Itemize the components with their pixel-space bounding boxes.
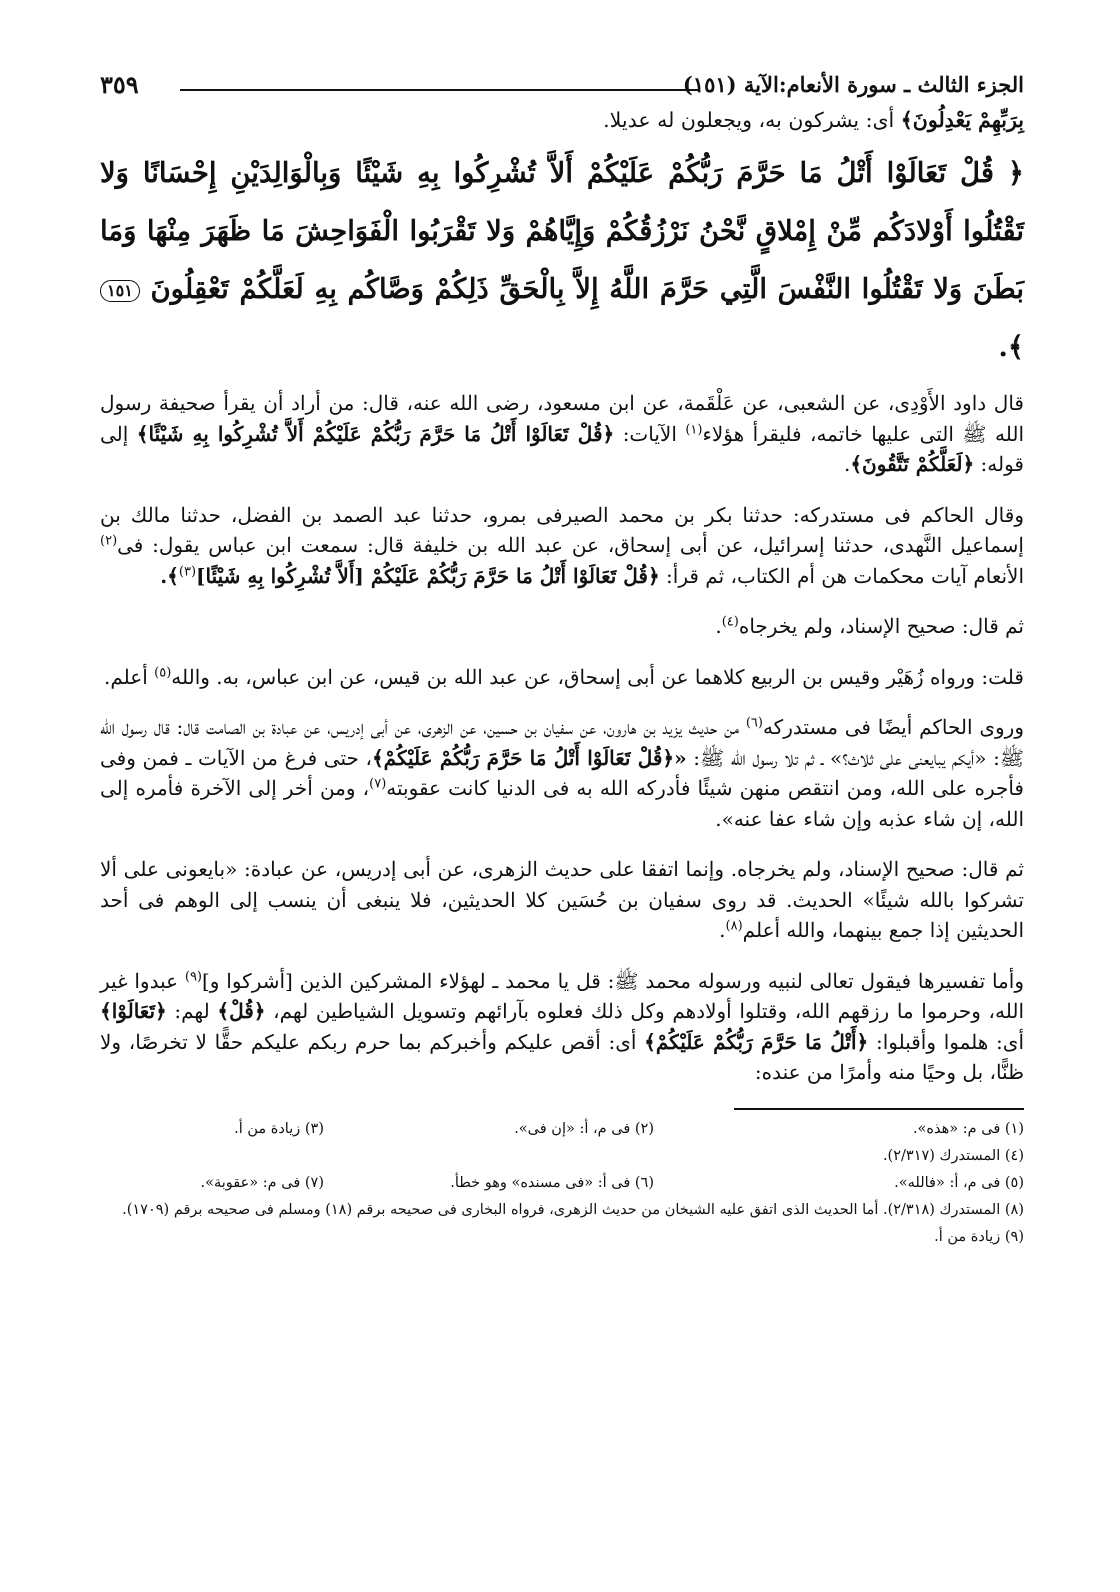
para-text: ثم قال: صحيح الإسناد، ولم يخرجاه bbox=[738, 614, 1024, 638]
intro-text: أى: يشركون به، ويجعلون له عديلا. bbox=[603, 108, 901, 132]
para-text: ، حتى فرغ من الآيات ـ فمن وفى فأجره على الله، ومن انتقص منهن شيئًا فأدركه الله به فى الدنيا كانت عقوبته bbox=[100, 745, 1024, 800]
footnote-row bbox=[100, 1116, 1024, 1143]
footnote-row bbox=[100, 1170, 1024, 1197]
footnote-ref: (٤) bbox=[721, 614, 739, 630]
para-text: لهم: bbox=[166, 999, 218, 1023]
para-text: . bbox=[843, 452, 851, 476]
para-text: أعلم. bbox=[104, 664, 155, 689]
intro-quote: بِرَبِّهِمْ يَعْدِلُونَ﴾ bbox=[900, 108, 1024, 132]
paragraph-3 bbox=[100, 611, 1024, 642]
footnote-ref: (٥) bbox=[154, 664, 172, 680]
para-text: إلى قوله: bbox=[100, 421, 1024, 476]
intro-line bbox=[100, 102, 1024, 138]
quran-quote: ﴿قُلْ تَعَالَوْا أَتْلُ مَا حَرَّمَ رَبُّكُمْ عَلَيْكُمْ [أَلاَّ تُشْرِكُوا بِهِ شَيْئًا] bbox=[196, 563, 660, 588]
quran-quote: ﴾. bbox=[160, 563, 179, 588]
footnote-ref: (٦) bbox=[745, 715, 763, 731]
page-number: ٣٥٩ bbox=[100, 70, 139, 99]
footnote: (٢) فى م، أ: «إن فى». bbox=[514, 1120, 654, 1137]
footnote: (٩) زيادة من أ. bbox=[934, 1228, 1024, 1245]
para-text: قلت: ورواه زُهَيْر وقيس بن الربيع كلاهما عن أبى إسحاق، عن عبد الله بن قيس، عن ابن عباس، به. والله bbox=[171, 664, 1024, 689]
footnote-ref: (٩) bbox=[184, 968, 202, 984]
verse-text: ﴿ قُلْ تَعَالَوْا أَتْلُ مَا حَرَّمَ رَبُّكُمْ عَلَيْكُمْ أَلاَّ تُشْرِكُوا بِهِ شَيْئًا وَبِالْوَالِدَيْنِ إِحْسَانًا وَلا تَقْتُلُوا أَوْلادَكُم مِّنْ إِمْلاقٍ نَّحْنُ نَرْزُقُكُمْ وَإِيَّاهُمْ وَلا تَقْرَبُوا الْفَوَاحِشَ مَا ظَهَرَ مِنْهَا وَمَا بَطَنَ وَلا تَقْتُلُوا النَّفْسَ الَّتِي حَرَّمَ اللَّهُ إِلاَّ بِالْحَقِّ ذَلِكُمْ وَصَّاكُم بِهِ لَعَلَّكُمْ تَعْقِلُونَ bbox=[100, 157, 1024, 305]
paragraph-1 bbox=[100, 388, 1024, 480]
footnote-ref: (٢) bbox=[100, 533, 118, 549]
footnote-ref: (٨) bbox=[725, 918, 743, 934]
para-text: من حديث يزيد بن هارون، عن سفيان بن حسين، عن الزهرى، عن أبى إدريس، عن عبادة بن الصامت قال: قال رسول الله ﷺ: «أيكم يبايعنى على ثلاث؟» ـ ثم تلا رسول الله ﷺ: bbox=[100, 715, 1024, 770]
footnote: (٤) المستدرك (٢/٣١٧). bbox=[882, 1147, 1024, 1164]
ayah-number: ١٥١ bbox=[100, 280, 140, 302]
para-text: عبدوا غير الله، وحرموا ما رزقهم الله، وقتلوا أولادهم وكل ذلك فعلوه بآرائهم وتسويل الشياطين لهم، bbox=[100, 968, 1025, 1023]
para-text: وأما تفسيرها فيقول تعالى لنبيه ورسوله محمد ﷺ: قل يا محمد ـ لهؤلاء المشركين الذين [أشركوا و] bbox=[202, 968, 1024, 993]
page-header bbox=[100, 58, 1024, 102]
footnote-separator bbox=[734, 1108, 1024, 1110]
para-text: . bbox=[715, 614, 722, 638]
header-rule bbox=[180, 89, 699, 91]
footnote: (٣) زيادة من أ. bbox=[234, 1120, 324, 1137]
verse-close: ﴾. bbox=[998, 331, 1024, 363]
para-text: قال داود الأَوْدِى، عن الشعبى، عن عَلْقَمة، عن ابن مسعود، رضى الله عنه، قال: من أراد أن يقرأ صحيفة رسول الله ﷺ التى عليها خاتمه، فليقرأ هؤلاء bbox=[100, 391, 1025, 446]
para-text: أى: هلموا وأقبلوا: bbox=[868, 1029, 1025, 1054]
para-text: أى: أقص عليكم وأخبركم بما حرم ربكم عليكم حقًّا لا تخرصًا، ولا ظنًّا، بل وحيًا منه وأمرًا من عنده: bbox=[100, 1029, 1024, 1084]
footnote: (٦) فى أ: «فى مسنده» وهو خطأ. bbox=[450, 1174, 654, 1191]
para-text: وقال الحاكم فى مستدركه: حدثنا بكر بن محمد الصيرفى بمرو، حدثنا عبد الصمد بن الفضل، حدثنا مالك بن إسماعيل النَّهدى، حدثنا إسرائيل، عن أبى إسحاق، عن عبد الله بن خليفة قال: سمعت ابن عباس يقول: فى bbox=[100, 502, 1024, 557]
quran-quote: ﴿قُلْ﴾ bbox=[217, 999, 266, 1023]
paragraph-5 bbox=[100, 712, 1024, 834]
para-text: الآيات: bbox=[614, 421, 686, 446]
footnote-ref: (٣) bbox=[178, 563, 197, 579]
footnote: (٥) فى م، أ: «فالله». bbox=[894, 1174, 1024, 1191]
running-title: الجزء الثالث ـ سورة الأنعام:الآية (١٥١) bbox=[682, 72, 1024, 97]
quran-quote: ﴿قُلْ تَعَالَوْا أَتْلُ مَا حَرَّمَ رَبُّكُمْ عَلَيْكُمْ أَلاَّ تُشْرِكُوا بِهِ شَيْئًا﴾ bbox=[136, 421, 615, 446]
paragraph-4 bbox=[100, 662, 1024, 693]
para-text: ، ومن أخر إلى الآخرة فأمره إلى الله، إن شاء عذبه وإن شاء عفا عنه». bbox=[100, 776, 1024, 831]
paragraph-2 bbox=[100, 500, 1024, 592]
footnotes bbox=[100, 1116, 1024, 1251]
quran-quote: ﴿أَتْلُ مَا حَرَّمَ رَبُّكُمْ عَلَيْكُمْ﴾ bbox=[644, 1029, 869, 1054]
paragraph-6 bbox=[100, 854, 1024, 946]
para-text: ثم قال: صحيح الإسناد، ولم يخرجاه. وإنما اتفقا على حديث الزهرى، عن أبى إدريس، عن عبادة: «بايعونى على ألا تشركوا بالله شيئًا» الحديث. قد روى سفيان بن حُسَين كلا الحديثين، فلا ينبغى أن ينسب إلى الوهم فى أحد الحديثين إذا جمع بينهما، والله أعلم bbox=[100, 857, 1024, 942]
para-text: الأنعام آيات محكمات هن أم الكتاب، ثم قرأ: bbox=[659, 563, 1024, 588]
para-text: . bbox=[719, 918, 726, 942]
footnote: (٧) فى م: «عقوبة». bbox=[200, 1174, 324, 1191]
paragraph-7 bbox=[100, 966, 1024, 1088]
footnote: (٨) المستدرك (٢/٣١٨). أما الحديث الذى اتفق عليه الشيخان من حديث الزهرى، فرواه البخارى فى صحيحه برقم (١٨) ومسلم فى صحيحه برقم (١٧٠٩). bbox=[122, 1201, 1024, 1218]
footnote: (١) فى م: «هذه». bbox=[912, 1120, 1024, 1137]
footnote-ref: (١) bbox=[685, 421, 703, 437]
quran-quote: «﴿قُلْ تَعَالَوْا أَتْلُ مَا حَرَّمَ رَبُّكُمْ عَلَيْكُمْ﴾ bbox=[371, 745, 687, 770]
quran-quote: ﴿لَعَلَّكُمْ تَتَّقُونَ﴾ bbox=[850, 452, 975, 476]
para-text: وروى الحاكم أيضًا فى مستدركه bbox=[762, 715, 1024, 739]
footnote-ref: (٧) bbox=[369, 776, 387, 792]
quran-quote: ﴿تَعَالَوْا﴾ bbox=[100, 999, 167, 1023]
quran-verse bbox=[100, 144, 1024, 376]
